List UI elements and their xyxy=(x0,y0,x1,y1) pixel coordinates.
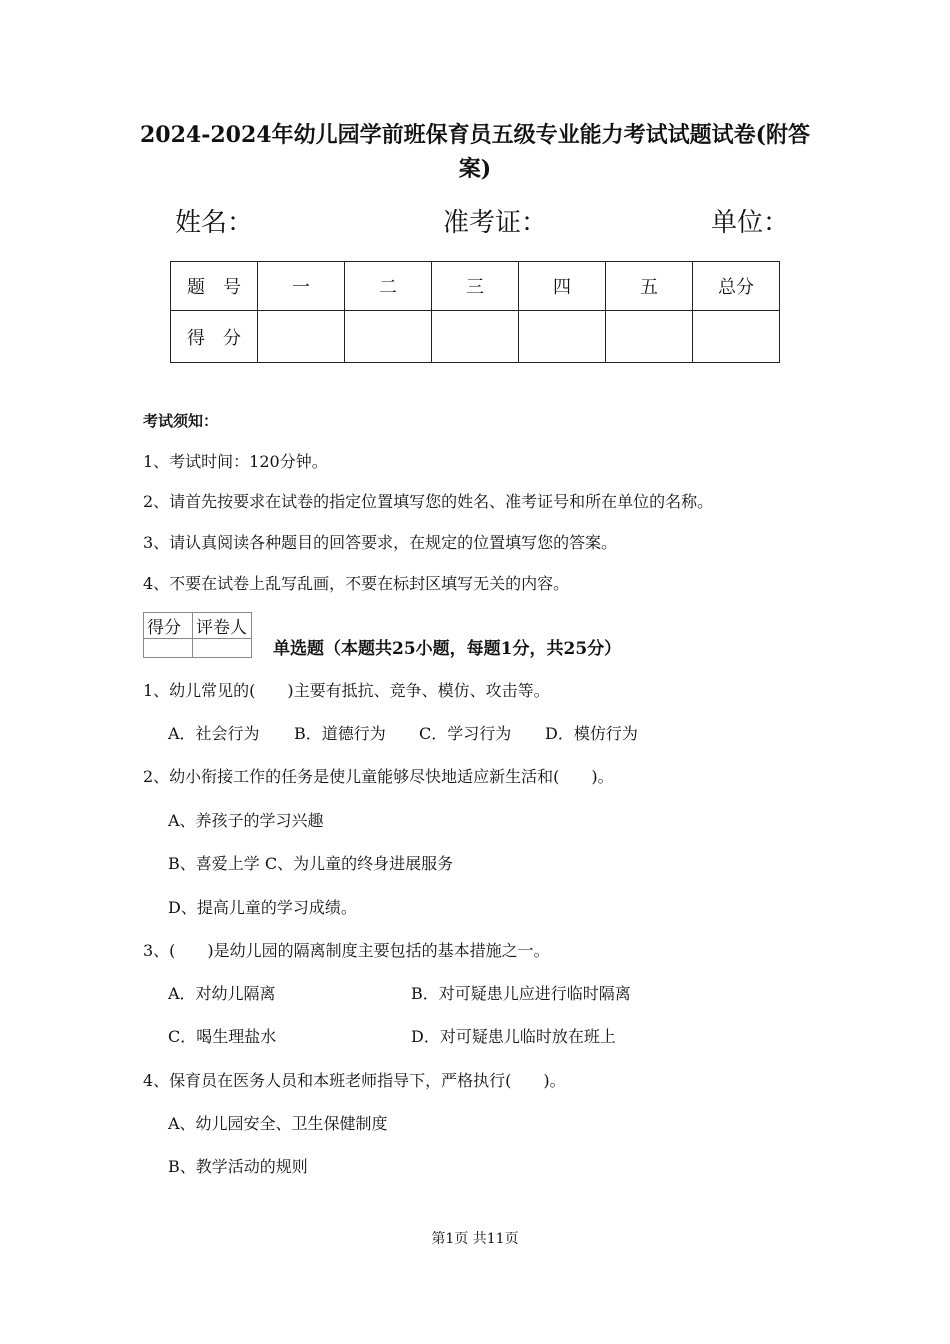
question-3-option-a[interactable]: A．对幼儿隔离 xyxy=(168,984,276,1003)
notice-heading: 考试须知： xyxy=(143,412,219,430)
notice-item: 2、请首先按要求在试卷的指定位置填写您的姓名、准考证号和所在单位的名称。 xyxy=(143,492,714,511)
grader-score-cell[interactable] xyxy=(144,639,193,658)
question-2-option-a[interactable]: A、养孩子的学习兴趣 xyxy=(168,811,324,830)
question-4-option-b[interactable]: B、教学活动的规则 xyxy=(168,1157,308,1176)
notice-item: 4、不要在试卷上乱写乱画，不要在标封区填写无关的内容。 xyxy=(143,574,570,593)
question-3-option-c[interactable]: C．喝生理盐水 xyxy=(168,1027,277,1046)
score-header-2: 二 xyxy=(345,262,432,311)
score-cell[interactable] xyxy=(606,311,693,363)
grader-reviewer-cell[interactable] xyxy=(193,639,252,658)
score-header-1: 一 xyxy=(258,262,345,311)
notice-item: 3、请认真阅读各种题目的回答要求，在规定的位置填写您的答案。 xyxy=(143,533,618,552)
question-2-option-b-c[interactable]: B、喜爱上学 C、为儿童的终身进展服务 xyxy=(168,854,454,873)
score-cell[interactable] xyxy=(432,311,519,363)
score-cell[interactable] xyxy=(693,311,780,363)
section-title: 单选题（本题共25小题，每题1分，共25分） xyxy=(273,639,622,659)
notice-item: 1、考试时间：120分钟。 xyxy=(143,452,328,471)
question-4-option-a[interactable]: A、幼儿园安全、卫生保健制度 xyxy=(168,1114,388,1133)
question-4-stem: 4、保育员在医务人员和本班老师指导下，严格执行( )。 xyxy=(143,1071,566,1090)
name-label: 姓名： xyxy=(175,208,254,238)
question-1-option-b[interactable]: B．道德行为 xyxy=(294,724,386,743)
score-table-score-row xyxy=(171,311,780,363)
exam-id-label: 准考证： xyxy=(443,208,548,238)
unit-label: 单位： xyxy=(711,208,790,238)
grader-box xyxy=(143,612,252,658)
score-header-total: 总分 xyxy=(693,262,780,311)
score-header-4: 四 xyxy=(519,262,606,311)
question-3-option-d[interactable]: D．对可疑患儿临时放在班上 xyxy=(411,1027,616,1046)
score-cell[interactable] xyxy=(345,311,432,363)
score-table-header-row xyxy=(171,262,780,311)
question-2-stem: 2、幼小衔接工作的任务是使儿童能够尽快地适应新生活和( )。 xyxy=(143,767,614,786)
score-cell[interactable] xyxy=(258,311,345,363)
grader-reviewer-label: 评卷人 xyxy=(193,613,252,639)
score-table xyxy=(170,261,780,363)
score-header-5: 五 xyxy=(606,262,693,311)
score-row-label: 得 分 xyxy=(171,311,258,363)
grader-score-label: 得分 xyxy=(144,613,193,639)
score-header-question-no: 题 号 xyxy=(171,262,258,311)
question-1-option-c[interactable]: C．学习行为 xyxy=(419,724,512,743)
question-3-stem: 3、( )是幼儿园的隔离制度主要包括的基本措施之一。 xyxy=(143,941,550,960)
page-footer: 第1页 共11页 xyxy=(431,1231,519,1247)
question-1-stem: 1、幼儿常见的( )主要有抵抗、竞争、模仿、攻击等。 xyxy=(143,681,550,700)
document-title-line-2: 案) xyxy=(458,156,492,182)
question-1-option-d[interactable]: D．模仿行为 xyxy=(545,724,638,743)
question-3-option-b[interactable]: B．对可疑患儿应进行临时隔离 xyxy=(411,984,631,1003)
question-1-option-a[interactable]: A．社会行为 xyxy=(168,724,260,743)
score-header-3: 三 xyxy=(432,262,519,311)
score-cell[interactable] xyxy=(519,311,606,363)
question-2-option-d[interactable]: D、提高儿童的学习成绩。 xyxy=(168,898,357,917)
document-title-line-1: 2024-2024年幼儿园学前班保育员五级专业能力考试试题试卷(附答 xyxy=(139,122,810,148)
